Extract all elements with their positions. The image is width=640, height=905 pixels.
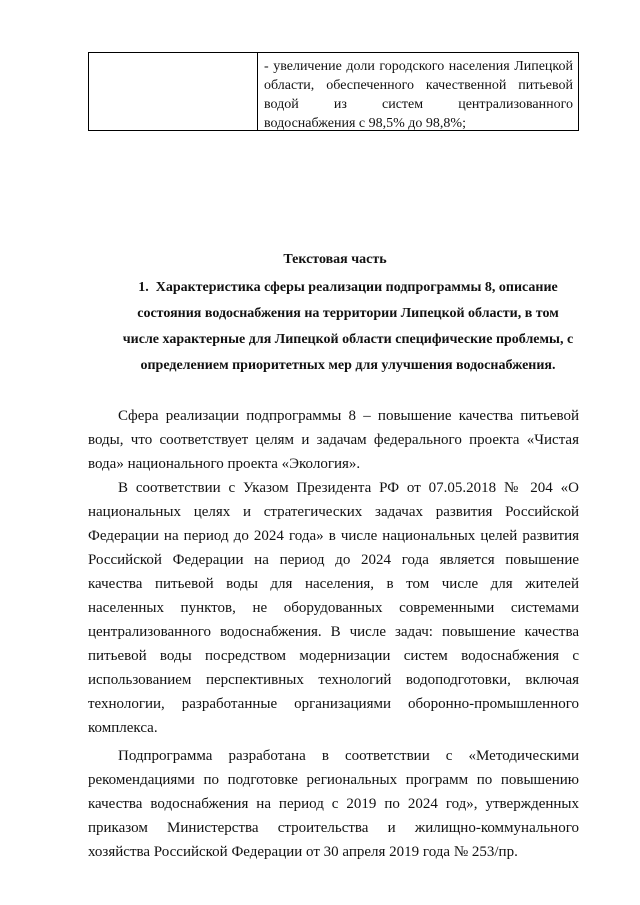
table-fragment xyxy=(88,52,579,131)
page-heading: Текстовая часть xyxy=(283,252,387,267)
section-title-text: Характеристика сферы реализации подпрограммы 8, описание состояния водоснабжения на территории Липецкой области, в том числе характерные для Липецкой области специфические проблемы, с определением приоритетных мер для улучшения водоснабжения. xyxy=(122,280,574,373)
table-cell-text: - увеличение доли городского населения Липецкой области, обеспеченного качественной питьевой водой из систем централизованного водоснабжения с 98,5% до 98,8%; xyxy=(264,59,573,131)
paragraph-2: В соответствии с Указом Президента РФ от 07.05.2018 № 204 «О национальных целях и стратегических задачах развития Российской Федерации на период до 2024 года» в числе национальных целей развития Российской Федерации на период до 2024 года является повышение качества питьевой воды для населения, в том числе для жителей населенных пунктов, не оборудованных современными системами централизованного водоснабжения. В числе задач: повышение качества питьевой воды посредством модернизации систем водоснабжения с использованием перспективных технологий водоподготовки, включая технологии, разработанные организациями оборонно-промышленного комплекса. xyxy=(88,480,579,736)
paragraph-1: Сфера реализации подпрограммы 8 – повышение качества питьевой воды, что соответствует целям и задачам федерального проекта «Чистая вода» национального проекта «Экология». xyxy=(88,408,579,472)
table-cell-empty xyxy=(89,53,258,130)
section-number: 1. xyxy=(138,280,149,295)
section-title xyxy=(118,275,578,379)
paragraph-3: Подпрограмма разработана в соответствии с «Методическими рекомендациями по подготовке региональных программ по повышению качества водоснабжения на период с 2019 по 2024 год», утвержденных приказом Министерства строительства и жилищно-коммунального хозяйства Российской Федерации от 30 апреля 2019 года № 253/пр. xyxy=(88,748,579,860)
